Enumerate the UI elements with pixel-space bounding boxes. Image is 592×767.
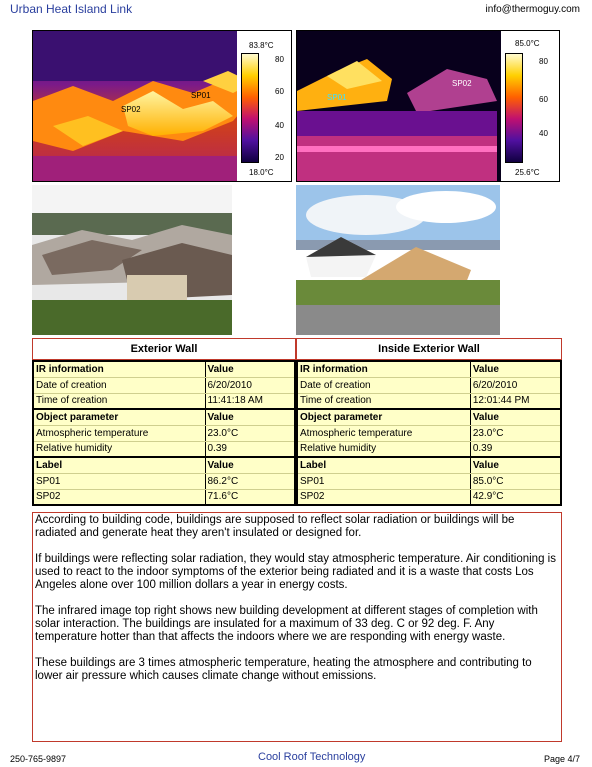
- paragraph-4: These buildings are 3 times atmospheric temperature, heating the atmosphere and contributing to lower air pressure which causes climate change without emissions.: [35, 657, 532, 682]
- table-cell: SP01: [297, 473, 470, 489]
- table-cell: Time of creation: [33, 393, 205, 409]
- table-cell: 85.0°C: [470, 473, 561, 489]
- photo-exterior: [32, 185, 232, 335]
- footer-page-number: Page 4/7: [543, 754, 580, 764]
- table-cell: Time of creation: [297, 393, 470, 409]
- temperature-scale-left: [237, 31, 292, 182]
- paragraph-1: According to building code, buildings are supposed to reflect solar radiation or buildings will be radiated and generate heat they aren't insulated or designed for.: [35, 514, 515, 539]
- temperature-scale-right: [501, 31, 560, 182]
- tick-40-left: 40: [275, 121, 284, 130]
- paragraph-3: The infrared image top right shows new building development at different stages of completion with solar interaction. The buildings are insulated for a maximum of 33 deg. C or 92 deg. F. Any temperature hotter than that affects the indoors where we are responding with energy waste.: [35, 605, 538, 643]
- scale-max-left: 83.8°C: [249, 41, 274, 50]
- tick-20-left: 20: [275, 153, 284, 162]
- spot-label-sp01-right: SP01: [327, 93, 347, 102]
- ir-table-inside: [296, 360, 562, 506]
- description-text-box: [32, 512, 562, 742]
- table-row: [297, 425, 561, 441]
- tick-80-left: 80: [275, 55, 284, 64]
- table-header: Label: [33, 457, 205, 473]
- color-scale-bar-left: [241, 53, 259, 163]
- table-row: [297, 393, 561, 409]
- spot-label-sp01-left: SP01: [191, 91, 211, 100]
- paragraph-2: If buildings were reflecting solar radiation, they would stay atmospheric temperature. Air conditioning is used to react to the indoor symptoms of the exterior being radiated and it is a waste that costs Los Angeles alone over 100 million dollars a year in energy costs.: [35, 553, 556, 591]
- table-row: [297, 489, 561, 505]
- table-header: IR information: [297, 361, 470, 377]
- table-header: Value: [470, 409, 561, 425]
- table-row: [33, 425, 295, 441]
- table-cell: Relative humidity: [297, 441, 470, 457]
- table-header: Object parameter: [297, 409, 470, 425]
- table-row: [297, 409, 561, 425]
- tick-80-right: 80: [539, 57, 548, 66]
- table-cell: SP02: [33, 489, 205, 505]
- table-cell: 0.39: [470, 441, 561, 457]
- table-cell: 23.0°C: [205, 425, 295, 441]
- footer-brand: Cool Roof Technology: [258, 751, 366, 763]
- spot-label-sp02-right: SP02: [452, 79, 472, 88]
- table-cell: Relative humidity: [33, 441, 205, 457]
- table-row: [33, 457, 295, 473]
- table-header: Value: [470, 361, 561, 377]
- table-cell: 23.0°C: [470, 425, 561, 441]
- table-header: Value: [205, 457, 295, 473]
- tick-60-left: 60: [275, 87, 284, 96]
- footer-phone: 250-765-9897: [10, 754, 67, 764]
- table-row: [297, 361, 561, 377]
- table-row: [297, 441, 561, 457]
- table-row: [33, 393, 295, 409]
- table-row: [33, 489, 295, 505]
- table-header: IR information: [33, 361, 205, 377]
- spot-label-sp02-left: SP02: [121, 105, 141, 114]
- table-cell: Date of creation: [297, 377, 470, 393]
- table-cell: 6/20/2010: [205, 377, 295, 393]
- table-cell: Atmospheric temperature: [297, 425, 470, 441]
- table-cell: 0.39: [205, 441, 295, 457]
- color-scale-bar-right: [505, 53, 523, 163]
- header-title: Urban Heat Island Link: [10, 2, 133, 16]
- thermal-image-inside: [296, 30, 560, 182]
- table-header: Value: [470, 457, 561, 473]
- table-cell: 12:01:44 PM: [470, 393, 561, 409]
- table-row: [33, 409, 295, 425]
- header-email: info@thermoguy.com: [485, 4, 580, 15]
- table-row: [297, 377, 561, 393]
- photo-exterior-graphic: [32, 185, 232, 335]
- table-header: Value: [205, 361, 295, 377]
- table-cell: SP02: [297, 489, 470, 505]
- table-row: [297, 473, 561, 489]
- table-cell: 6/20/2010: [470, 377, 561, 393]
- table-cell: 86.2°C: [205, 473, 295, 489]
- table-cell: 71.6°C: [205, 489, 295, 505]
- table-header: Label: [297, 457, 470, 473]
- ir-table-exterior: [32, 360, 296, 506]
- table-row: [33, 361, 295, 377]
- section-title-inside: Inside Exterior Wall: [296, 338, 562, 360]
- table-row: [33, 441, 295, 457]
- scale-min-left: 18.0°C: [249, 168, 274, 177]
- tick-60-right: 60: [539, 95, 548, 104]
- photo-inside: [296, 185, 500, 335]
- table-cell: Date of creation: [33, 377, 205, 393]
- photo-inside-graphic: [296, 185, 500, 335]
- section-title-exterior: Exterior Wall: [32, 338, 296, 360]
- table-cell: Atmospheric temperature: [33, 425, 205, 441]
- table-cell: 11:41:18 AM: [205, 393, 295, 409]
- table-row: [33, 473, 295, 489]
- table-cell: SP01: [33, 473, 205, 489]
- table-row: [33, 377, 295, 393]
- tick-40-right: 40: [539, 129, 548, 138]
- table-row: [297, 457, 561, 473]
- table-header: Value: [205, 409, 295, 425]
- table-cell: 42.9°C: [470, 489, 561, 505]
- table-header: Object parameter: [33, 409, 205, 425]
- scale-max-right: 85.0°C: [515, 39, 540, 48]
- scale-min-right: 25.6°C: [515, 168, 540, 177]
- thermal-image-exterior: [32, 30, 292, 182]
